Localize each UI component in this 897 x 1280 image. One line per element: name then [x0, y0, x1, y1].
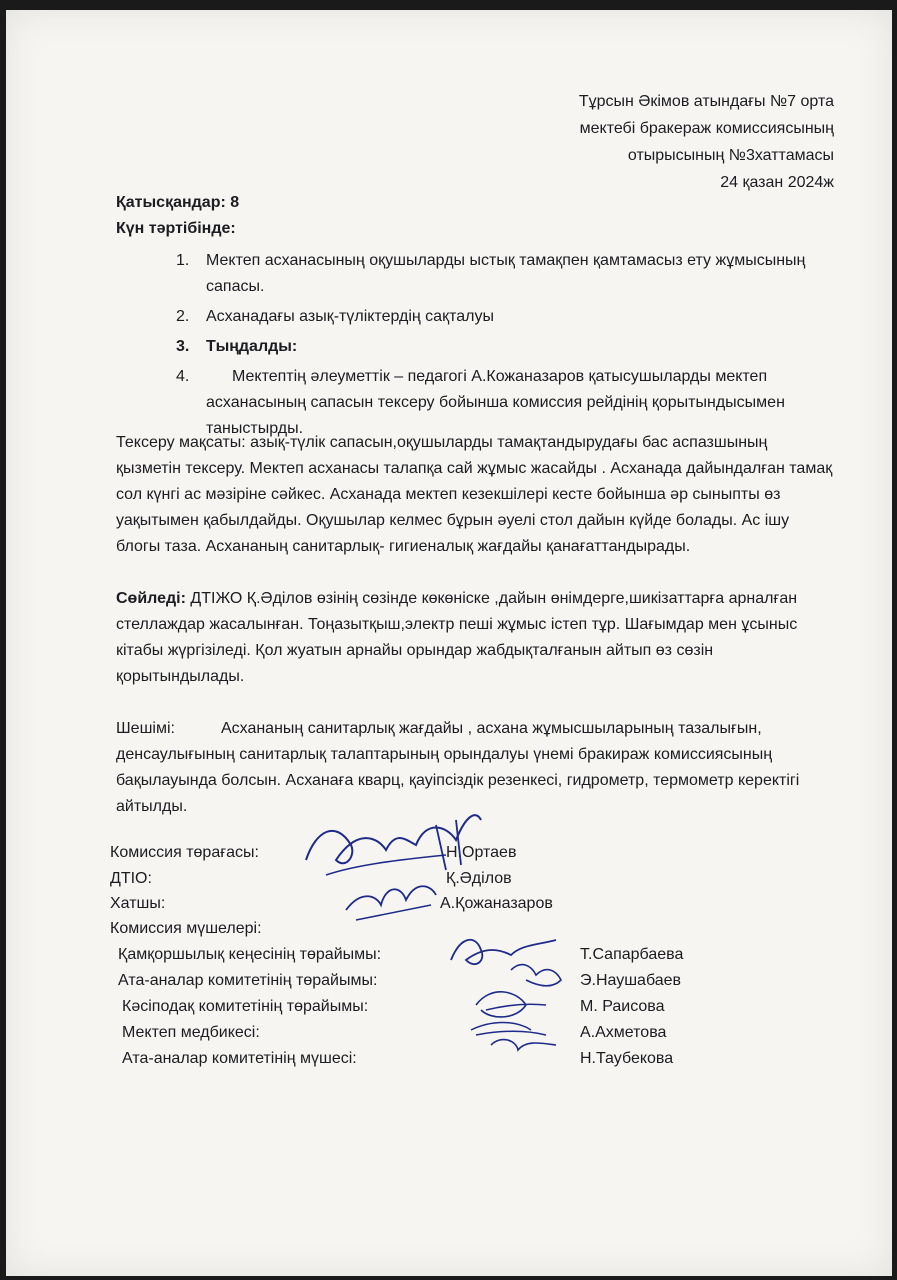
members-title: Комиссия мүшелері: [110, 920, 262, 937]
member-role: Кәсіподақ комитетінің төрайымы: [122, 998, 369, 1015]
agenda-item: 2. Асханадағы азық-түліктердің сақталуы [176, 308, 494, 325]
member-role: Қамқоршылық кеңесінің төрайымы: [118, 946, 382, 963]
member-role: Ата-аналар комитетінің төрайымы: [118, 972, 378, 989]
spoke-text: ДТІЖО Қ.Әділов өзінің сөзінде көкөніске ,дайын өнімдерге,шикізаттарға арналған стеллаждар жасалынған. Тоңазытқыш,электр пеші жұмыс істеп тұр. Шағымдар мен ұсыныс кітабы жүргізіледі. Қол жуатын арнайы орындар жабдықталғанын айтып өз сөзін қорытындылады. [116, 590, 798, 685]
inspection-paragraph [116, 430, 836, 560]
spoke-label: Сөйледі: [116, 590, 186, 607]
agenda-item: 1. Мектеп асханасының оқушыларды ыстық тамақпен қамтамасыз ету жұмысының сапасы. [176, 252, 806, 295]
secretary-role: Хатшы: [110, 895, 166, 912]
header-line: Тұрсын Әкімов атындағы №7 орта [578, 93, 834, 110]
decision-paragraph [116, 716, 836, 820]
members-signatures-icon [446, 925, 576, 1065]
member-role: Ата-аналар комитетінің мүшесі: [122, 1050, 357, 1067]
agenda-item: 3. Тыңдалды: [176, 338, 298, 355]
document-header [579, 88, 834, 196]
member-name: А.Ахметова [580, 1024, 667, 1041]
agenda-list [176, 248, 836, 446]
spoke-paragraph [116, 586, 836, 690]
decision-text: Асхананың санитарлық жағдайы , асхана жұмысшыларының тазалығын, денсаулығының санитарлық талаптарының орындалуы үнемі бракираж комиссиясының бақылауында болсын. Асханаға кварц, қауіпсіздік резенкесі, гидрометр, термометр керектігі айтылды. [116, 720, 800, 815]
dtio-name: Қ.Әділов [446, 870, 512, 887]
dtio-role: ДТІО: [110, 870, 152, 887]
secretary-signature-icon [336, 870, 446, 930]
member-name: М. Раисова [580, 998, 665, 1015]
secretary-name: А.Қожаназаров [440, 895, 553, 912]
member-name: Т.Сапарбаева [580, 946, 684, 963]
agenda-title: Күн тәртібінде: [116, 220, 236, 237]
agenda-item: 4. Мектептің әлеуметтік – педагогі А.Кожаназаров қатысушыларды мектеп асханасының сапасын тексеру бойынша комиссия рейдінің қорытындысымен таныстырды. [176, 368, 785, 437]
member-name: Э.Наушабаев [580, 972, 682, 989]
document-page [6, 10, 892, 1276]
participants: Қатысқандар: 8 [116, 194, 240, 211]
header-line: мектебі бракераж комиссиясының [579, 120, 834, 137]
inspection-text: Тексеру мақсаты: азық-түлік сапасын,оқушыларды тамақтандырудағы бас аспазшының қызметін тексеру. Мектеп асханасы талапқа сай жұмыс жасайды . Асханада дайындалған тамақ сол күнгі ас мәзіріне сәйкес. Асханада мектеп кезекшілері кесте бойынша әр сыныпты өз уақытымен қабылдайды. Оқушылар келмес бұрын әуелі стол дайын күйде болады. Ас ішу блогы таза. Асхананың санитарлық- гигиеналық жағдайы қанағаттандырады. [116, 434, 833, 555]
member-role: Мектеп медбикесі: [122, 1024, 260, 1041]
header-date: 24 қазан 2024ж [720, 174, 834, 191]
chair-name: Н.Ортаев [446, 844, 517, 861]
chair-role: Комиссия төрағасы: [110, 844, 259, 861]
header-line: отырысының №3хаттамасы [627, 147, 834, 164]
decision-label: Шешімі: [116, 720, 175, 737]
member-name: Н.Таубекова [580, 1050, 674, 1067]
